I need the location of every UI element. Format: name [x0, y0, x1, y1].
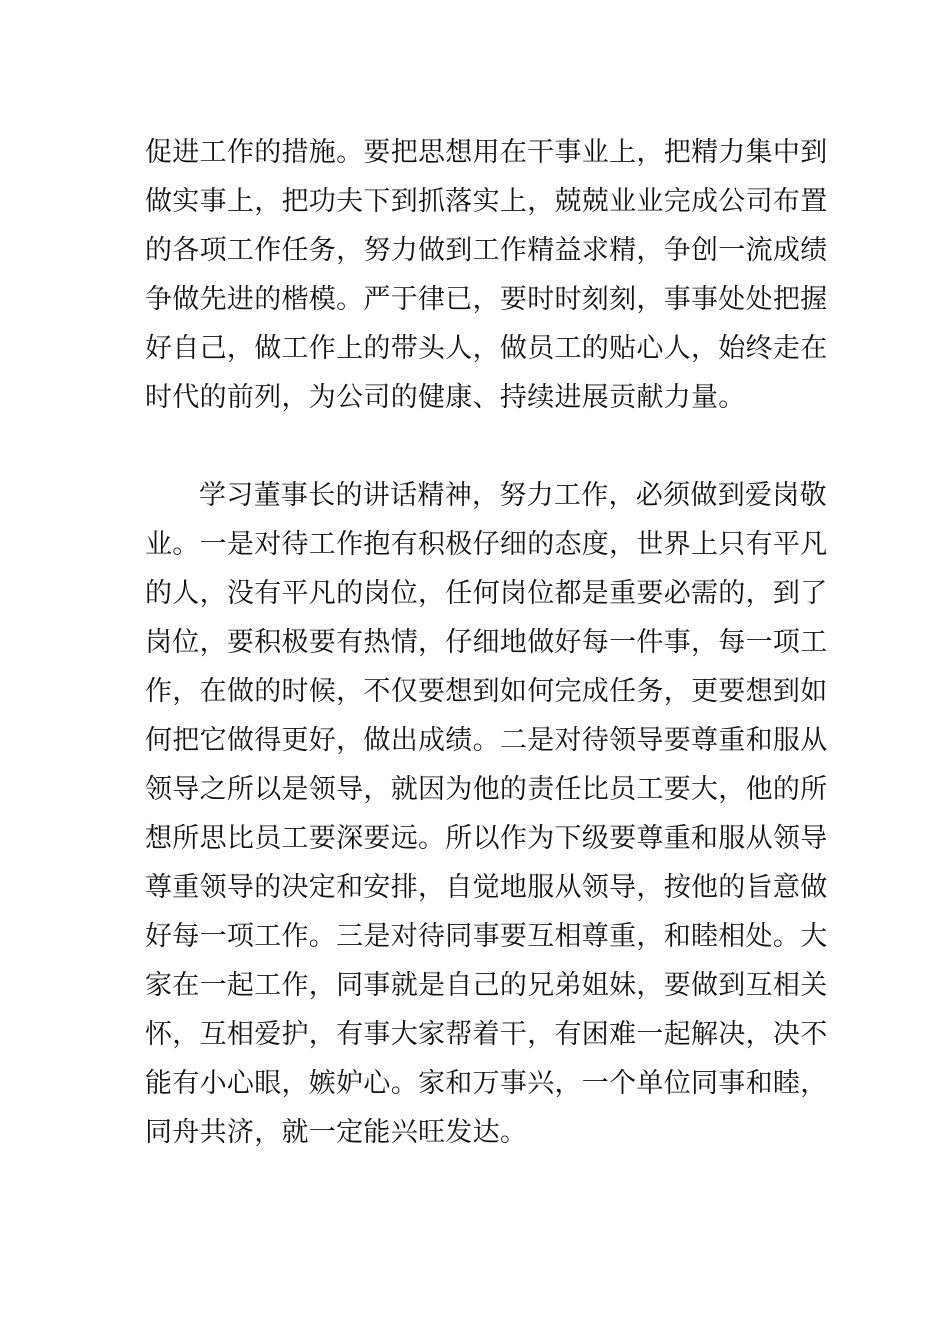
text-line: 作，在做的时候，不仅要想到如何完成任务，更要想到如 — [145, 676, 828, 707]
text-line: 怀，互相爱护，有事大家帮着干，有困难一起解决，决不 — [145, 1019, 828, 1050]
text-line: 时代的前列，为公司的健康、持续进展贡献力量。 — [145, 382, 746, 413]
text-line: 的人，没有平凡的岗位，任何岗位都是重要必需的，到了 — [145, 578, 828, 609]
text-line: 同舟共济，就一定能兴旺发达。 — [145, 1117, 528, 1148]
text-line: 想所思比员工要深要远。所以作为下级要尊重和服从领导 — [145, 823, 828, 854]
text-line: 何把它做得更好，做出成绩。二是对待领导要尊重和服从 — [145, 725, 828, 756]
text-line: 促进工作的措施。要把思想用在干事业上，把精力集中到 — [145, 137, 828, 168]
text-line: 学习董事长的讲话精神，努力工作，必须做到爱岗敬 — [199, 480, 827, 511]
text-line: 领导之所以是领导，就因为他的责任比员工要大，他的所 — [145, 774, 828, 805]
text-line: 好每一项工作。三是对待同事要互相尊重，和睦相处。大 — [145, 921, 828, 952]
text-line: 业。一是对待工作抱有积极仔细的态度，世界上只有平凡 — [145, 529, 828, 560]
text-line: 好自己，做工作上的带头人，做员工的贴心人，始终走在 — [145, 333, 828, 364]
text-line: 能有小心眼，嫉妒心。家和万事兴，一个单位同事和睦， — [145, 1068, 828, 1099]
text-line: 争做先进的楷模。严于律已，要时时刻刻，事事处处把握 — [145, 284, 828, 315]
text-line: 尊重领导的决定和安排，自觉地服从领导，按他的旨意做 — [145, 872, 828, 903]
text-line: 岗位，要积极要有热情，仔细地做好每一件事，每一项工 — [145, 627, 828, 658]
text-line: 做实事上，把功夫下到抓落实上，兢兢业业完成公司布置 — [145, 186, 828, 217]
text-line: 家在一起工作，同事就是自己的兄弟姐妹，要做到互相关 — [145, 970, 828, 1001]
text-line: 的各项工作任务，努力做到工作精益求精，争创一流成绩 — [145, 235, 828, 266]
